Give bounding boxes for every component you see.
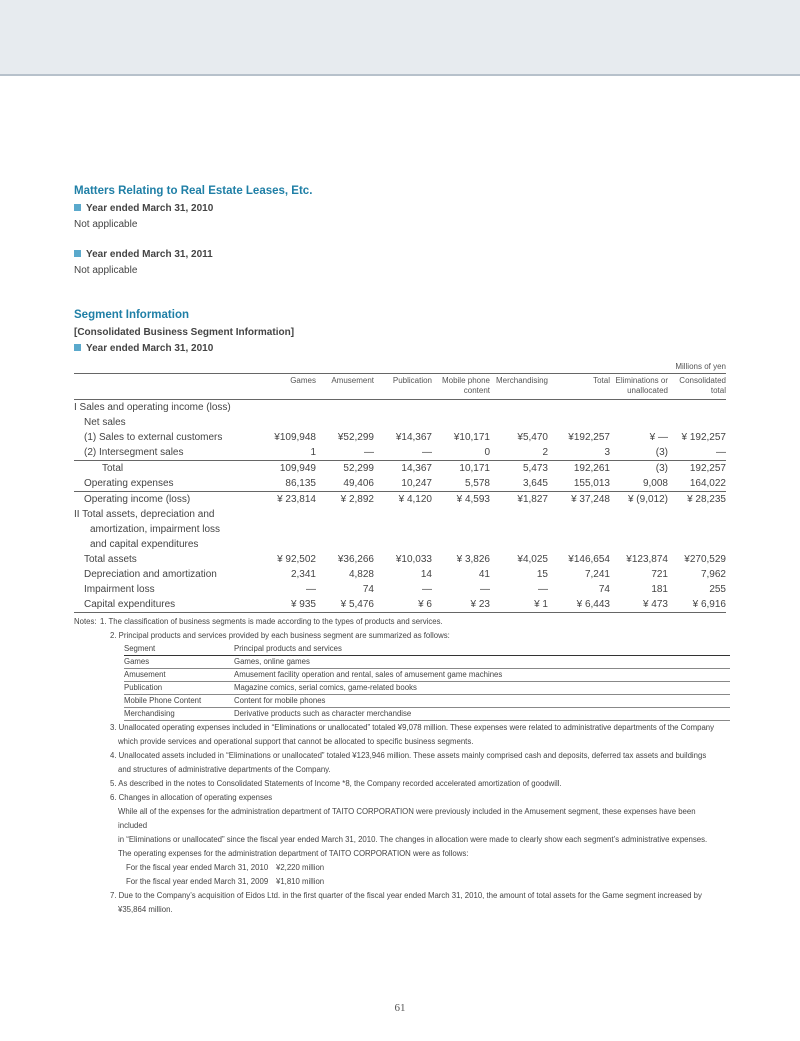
table-cell: ¥ 473	[610, 597, 668, 613]
table-row	[74, 430, 726, 445]
table-cell	[254, 415, 316, 430]
table-cell: ¥52,299	[337, 432, 374, 443]
table-cell	[610, 522, 668, 537]
products-segment: Games	[124, 656, 234, 669]
col-header: Consolidated total	[668, 374, 726, 400]
table-cell: ¥ 4,593	[432, 492, 490, 508]
table-cell: 10,171	[432, 461, 490, 477]
products-segment: Merchandising	[124, 708, 234, 721]
table-row	[74, 522, 726, 537]
row-label: Operating income (loss)	[74, 492, 254, 508]
table-cell: 109,949	[254, 461, 316, 477]
table-row	[74, 445, 726, 461]
table-cell	[668, 400, 726, 416]
note-6: 6. Changes in allocation of operating expenses	[110, 793, 273, 802]
table-cell: ¥4,025	[517, 554, 548, 565]
note-6-line-c: The operating expenses for the administration department of TAITO CORPORATION were as follows:	[118, 849, 469, 858]
header-band	[0, 0, 800, 76]
square-bullet-icon	[74, 204, 81, 211]
note-7-cont: ¥35,864 million.	[118, 905, 173, 914]
col-header: Publication	[374, 374, 432, 400]
table-cell: 0	[484, 447, 490, 458]
products-header-row	[124, 643, 730, 656]
table-cell: 192,257	[668, 461, 726, 477]
table-cell: 74	[362, 584, 374, 595]
page-number: 61	[394, 1002, 406, 1014]
real-estate-heading-2011: Year ended March 31, 2011	[74, 247, 726, 263]
table-cell: —	[480, 584, 490, 595]
table-row	[74, 415, 726, 430]
table-cell: 9,008	[642, 478, 668, 489]
products-row	[124, 682, 730, 695]
table-cell	[490, 537, 548, 552]
table-cell: ¥ 6,443	[548, 597, 610, 613]
table-cell: ¥ 192,257	[681, 432, 726, 443]
table-cell: 181	[651, 584, 668, 595]
table-cell	[374, 507, 432, 522]
table-cell	[548, 522, 610, 537]
segment-subtitle: [Consolidated Business Segment Information]	[74, 327, 295, 338]
fy2009-line: For the fiscal year ended March 31, 2009 ¥1,810 million	[126, 877, 325, 886]
table-row	[74, 537, 726, 552]
table-cell	[374, 415, 432, 430]
table-cell: 49,406	[343, 478, 374, 489]
square-bullet-icon	[74, 250, 81, 257]
row-label: Capital expenditures	[74, 597, 254, 613]
table-cell: ¥ 23	[432, 597, 490, 613]
table-row	[74, 507, 726, 522]
table-cell	[668, 522, 726, 537]
row-label: Impairment loss	[84, 584, 155, 595]
products-description: Magazine comics, serial comics, game-related books	[234, 682, 730, 695]
table-cell	[490, 400, 548, 416]
products-row	[124, 708, 730, 721]
note-3-cont: which provide services and operational support that cannot be allocated to specific business segments.	[118, 737, 474, 746]
row-label: Total	[74, 461, 254, 477]
row-label: (1) Sales to external customers	[84, 432, 223, 443]
products-segment: Publication	[124, 682, 234, 695]
table-cell	[610, 537, 668, 552]
table-cell: —	[538, 584, 548, 595]
table-row	[74, 476, 726, 492]
table-cell: 7,962	[700, 569, 726, 580]
table-cell: ¥ 92,502	[277, 554, 316, 565]
products-description: Amusement facility operation and rental, sales of amusement game machines	[234, 669, 730, 682]
products-segment: Amusement	[124, 669, 234, 682]
real-estate-title: Matters Relating to Real Estate Leases, Etc.	[74, 185, 313, 197]
table-cell: 164,022	[689, 478, 726, 489]
table-cell: ¥10,033	[395, 554, 432, 565]
page-content	[74, 185, 726, 917]
table-cell	[254, 507, 316, 522]
table-cell	[254, 522, 316, 537]
table-cell: ¥36,266	[337, 554, 374, 565]
table-cell: —	[306, 584, 316, 595]
table-cell	[548, 537, 610, 552]
note-6-line-b: in “Eliminations or unallocated” since the fiscal year ended March 31, 2010. The changes in allocation were made to clearly show each segment’s administrative expenses.	[118, 835, 708, 844]
segment-title: Segment Information	[74, 309, 190, 321]
table-cell: (3)	[655, 447, 668, 458]
table-cell: ¥ 2,892	[316, 492, 374, 508]
table-cell: 5,473	[490, 461, 548, 477]
table-cell: 15	[536, 569, 548, 580]
col-header: Games	[254, 374, 316, 400]
table-cell: ¥ 6	[374, 597, 432, 613]
products-description: Derivative products such as character merchandise	[234, 708, 730, 721]
table-cell: 2	[542, 447, 548, 458]
row-label: Total assets	[84, 554, 137, 565]
products-segment: Mobile Phone Content	[124, 695, 234, 708]
note-4: 4. Unallocated assets included in “Eliminations or unallocated” totaled ¥123,946 million. These assets mainly comprised cash and deposits, deferred tax assets and buildings	[110, 751, 707, 760]
table-cell	[432, 400, 490, 416]
products-row	[124, 656, 730, 669]
table-cell	[254, 537, 316, 552]
table-cell: ¥ 1	[490, 597, 548, 613]
table-cell: 86,135	[285, 478, 316, 489]
segment-year-heading: Year ended March 31, 2010	[74, 341, 726, 357]
table-cell	[316, 507, 374, 522]
products-header-products: Principal products and services	[234, 643, 730, 656]
table-cell	[374, 400, 432, 416]
table-cell	[610, 507, 668, 522]
table-header-row	[74, 374, 726, 400]
col-header: Amusement	[316, 374, 374, 400]
table-cell: 155,013	[573, 478, 610, 489]
row-label: and capital expenditures	[90, 539, 199, 550]
table-cell: 10,247	[401, 478, 432, 489]
table-row	[74, 461, 726, 477]
table-cell: 5,578	[464, 478, 490, 489]
table-cell: 721	[651, 569, 668, 580]
table-cell: ¥109,948	[274, 432, 316, 443]
table-cell: ¥5,470	[517, 432, 548, 443]
table-cell	[490, 507, 548, 522]
row-label: Operating expenses	[84, 478, 174, 489]
col-header: Eliminations or unallocated	[610, 374, 668, 400]
table-cell: —	[422, 447, 432, 458]
table-cell: 192,261	[548, 461, 610, 477]
table-cell: 2,341	[290, 569, 316, 580]
table-cell	[374, 522, 432, 537]
table-cell	[432, 415, 490, 430]
table-cell: 14	[420, 569, 432, 580]
table-row	[74, 552, 726, 567]
table-cell: ¥1,827	[490, 492, 548, 508]
table-cell: 255	[709, 584, 726, 595]
row-label: (2) Intersegment sales	[84, 447, 184, 458]
products-table	[124, 643, 730, 721]
products-row	[124, 695, 730, 708]
table-cell: ¥ 935	[254, 597, 316, 613]
table-cell: ¥ 23,814	[254, 492, 316, 508]
note-7: 7. Due to the Company’s acquisition of Eidos Ltd. in the first quarter of the fiscal year ended March 31, 2010, the amount of total assets for the Game segment increased by	[110, 891, 702, 900]
table-cell: ¥ 3,826	[456, 554, 490, 565]
table-cell: 52,299	[316, 461, 374, 477]
table-cell: ¥ 37,248	[548, 492, 610, 508]
table-cell: 74	[598, 584, 610, 595]
table-cell	[316, 415, 374, 430]
unit-label: Millions of yen	[675, 362, 726, 371]
table-row	[74, 582, 726, 597]
real-estate-text-2010: Not applicable	[74, 219, 138, 230]
real-estate-text-2011: Not applicable	[74, 265, 138, 276]
col-header: Total	[548, 374, 610, 400]
notes-label: Notes:	[74, 617, 97, 626]
table-cell	[668, 507, 726, 522]
header-label-cell	[74, 374, 254, 400]
row-label: Depreciation and amortization	[84, 569, 217, 580]
table-cell: ¥14,367	[395, 432, 432, 443]
table-cell	[490, 415, 548, 430]
square-bullet-icon	[74, 344, 81, 351]
table-cell: ¥146,654	[568, 554, 610, 565]
table-row	[74, 597, 726, 613]
note-6-line-a: While all of the expenses for the administration department of TAITO CORPORATION were previously included in the Amusement segment, these expenses have been included	[118, 807, 696, 830]
note-5: 5. As described in the notes to Consolidated Statements of Income *8, the Company recorded accelerated amortization of goodwill.	[110, 779, 562, 788]
table-cell: 41	[478, 569, 490, 580]
table-cell	[316, 537, 374, 552]
table-cell	[316, 400, 374, 416]
table-cell: 3,645	[522, 478, 548, 489]
fy2010-line: For the fiscal year ended March 31, 2010 ¥2,220 million	[126, 863, 325, 872]
col-header: Mobile phone content	[432, 374, 490, 400]
table-cell	[254, 400, 316, 416]
table-cell	[316, 522, 374, 537]
row-label: I Sales and operating income (loss)	[74, 402, 231, 413]
row-label: Net sales	[84, 417, 126, 428]
table-cell	[610, 400, 668, 416]
table-cell: 7,241	[584, 569, 610, 580]
table-cell: ¥ 5,476	[316, 597, 374, 613]
table-cell: ¥ 6,916	[668, 597, 726, 613]
table-cell: ¥ 4,120	[374, 492, 432, 508]
products-header-segment: Segment	[124, 643, 234, 656]
row-label: II Total assets, depreciation and	[74, 509, 215, 520]
products-description: Content for mobile phones	[234, 695, 730, 708]
table-row	[74, 567, 726, 582]
table-row	[74, 400, 726, 416]
table-cell	[668, 415, 726, 430]
table-cell: ¥ —	[649, 432, 668, 443]
note-2: 2. Principal products and services provided by each business segment are summarized as follows:	[110, 631, 450, 640]
table-cell	[668, 537, 726, 552]
table-cell: ¥123,874	[626, 554, 668, 565]
table-cell	[432, 507, 490, 522]
table-cell	[432, 522, 490, 537]
row-label: amortization, impairment loss	[90, 524, 221, 535]
table-cell: —	[422, 584, 432, 595]
table-cell: 4,828	[348, 569, 374, 580]
table-cell: 14,367	[374, 461, 432, 477]
note-1: 1. The classification of business segments is made according to the types of products and services.	[100, 617, 443, 626]
table-cell: 3	[604, 447, 610, 458]
segment-table	[74, 373, 726, 613]
table-cell: —	[364, 447, 374, 458]
table-cell	[432, 537, 490, 552]
table-cell: ¥192,257	[568, 432, 610, 443]
products-description: Games, online games	[234, 656, 730, 669]
table-cell	[548, 400, 610, 416]
note-4-cont: and structures of administrative departments of the Company.	[118, 765, 331, 774]
table-cell: (3)	[610, 461, 668, 477]
table-cell: ¥270,529	[684, 554, 726, 565]
table-cell: ¥ 28,235	[668, 492, 726, 508]
table-cell: —	[716, 447, 726, 458]
note-3: 3. Unallocated operating expenses included in “Eliminations or unallocated” totaled ¥9,078 million. These expenses were related to administrative departments of the Company	[110, 723, 715, 732]
table-cell: ¥10,171	[453, 432, 490, 443]
table-cell	[490, 522, 548, 537]
table-cell	[548, 415, 610, 430]
table-cell	[374, 537, 432, 552]
table-cell	[548, 507, 610, 522]
table-cell: ¥ (9,012)	[610, 492, 668, 508]
products-row	[124, 669, 730, 682]
table-row	[74, 492, 726, 508]
notes	[74, 615, 726, 917]
table-cell	[610, 415, 668, 430]
table-cell: 1	[310, 447, 316, 458]
real-estate-heading-2010: Year ended March 31, 2010	[74, 201, 726, 217]
col-header: Merchandising	[490, 374, 548, 400]
